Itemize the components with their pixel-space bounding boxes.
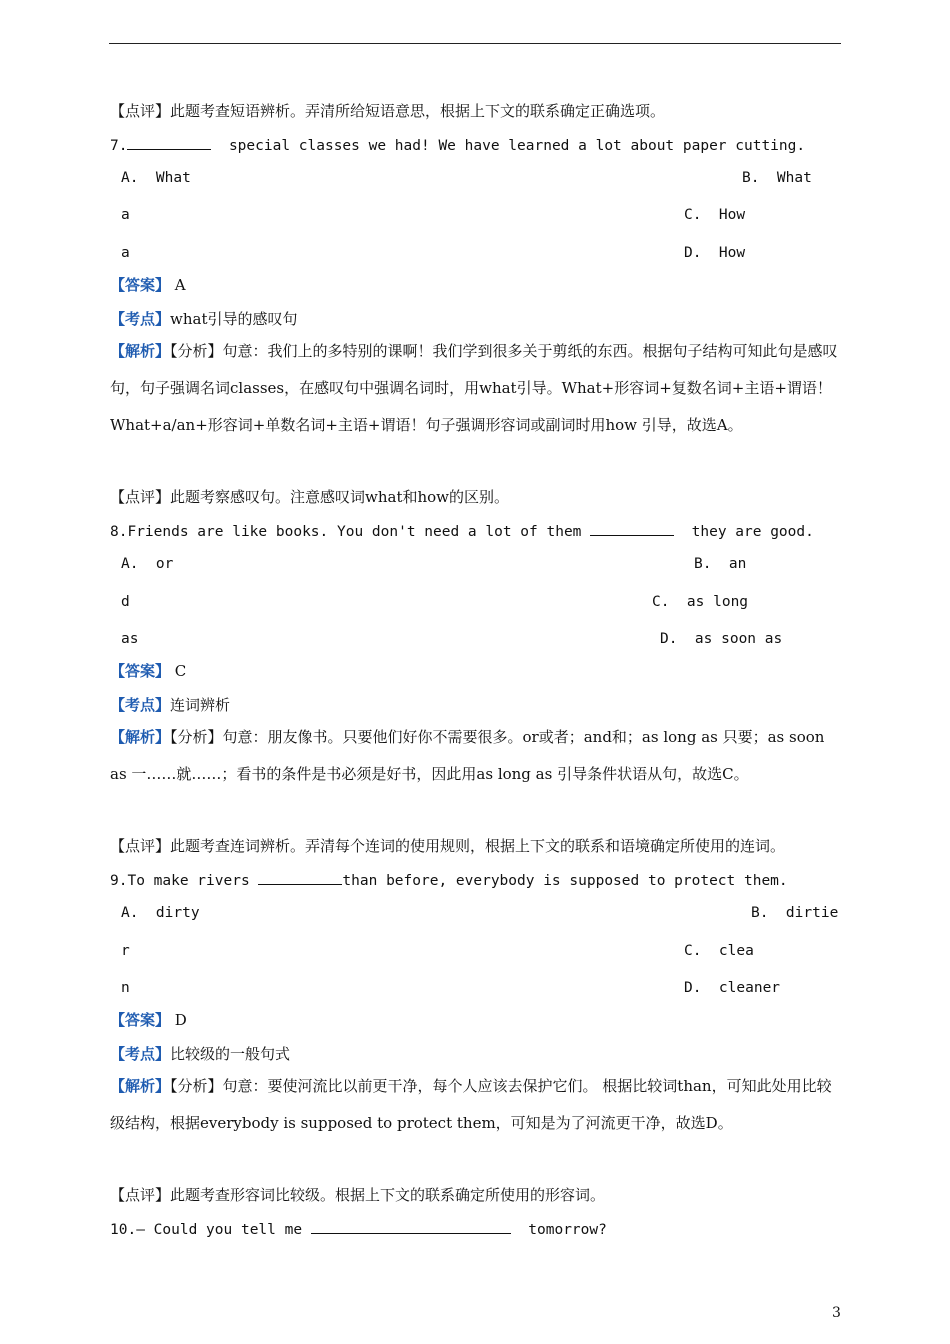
q8-option-b-wrap: d [121, 594, 130, 610]
q9-topic: 【考点】比较级的一般句式 [110, 1045, 291, 1063]
question-10: 10.— Could you tell me tomorrow? [110, 1219, 607, 1240]
q9-analysis: 【解析】【分析】句意：要使河流比以前更干净，每个人应该去保护它们。 根据比较词than，可知此处用比较级结构，根据everybody is supposed to protect them，可知是为了河流更干净，故选D。 [110, 1077, 832, 1132]
header-rule [109, 43, 841, 44]
q9-option-b-wrap: r [121, 943, 130, 959]
q7-comment: 【点评】此题考察感叹句。注意感叹词what和how的区别。 [110, 488, 510, 506]
q7-option-b-wrap: a [121, 207, 130, 223]
question-9: 9.To make rivers than before, everybody is supposed to protect them. [110, 870, 788, 891]
q8-option-b: B. an [694, 556, 747, 572]
q7-option-b: B. What [742, 170, 812, 186]
q9-option-b: B. dirtie [751, 905, 839, 921]
q7-answer: 【答案】 A [110, 276, 186, 294]
q8-topic: 【考点】连词辨析 [110, 696, 231, 714]
comment-q6: 【点评】此题考查短语辨析。弄清所给短语意思，根据上下文的联系确定正确选项。 [110, 102, 666, 120]
q7-topic: 【考点】what引导的感叹句 [110, 310, 298, 328]
q8-option-a: A. or [121, 556, 174, 572]
answer-blank [258, 870, 342, 885]
q7-analysis: 【解析】【分析】句意：我们上的多特别的课啊！我们学到很多关于剪纸的东西。根据句子结构可知此句是感叹句，句子强调名词classes，在感叹句中强调名词时，用what引导。What+形容词+复数名词+主语+谓语！What+a/an+形容词+单数名词+主语+谓语！句子强调形容词或副词时用how 引导，故选A。 [110, 342, 838, 434]
q8-answer: 【答案】 C [110, 662, 187, 680]
q7-option-a: A. What [121, 170, 191, 186]
q9-comment: 【点评】此题考查形容词比较级。根据上下文的联系确定所使用的形容词。 [110, 1186, 606, 1204]
q7-option-c-wrap: a [121, 245, 130, 261]
q7-option-c: C. How [684, 207, 746, 223]
q7-option-d: D. How [684, 245, 746, 261]
q8-comment: 【点评】此题考查连词辨析。弄清每个连词的使用规则，根据上下文的联系和语境确定所使用的连词。 [110, 837, 786, 855]
answer-blank [311, 1219, 511, 1234]
q9-option-d: D. cleaner [684, 980, 781, 996]
question-8: 8.Friends are like books. You don't need a lot of them they are good. [110, 521, 814, 542]
q8-option-c-wrap: as [121, 631, 139, 647]
q8-option-c: C. as long [652, 594, 749, 610]
question-7: 7. special classes we had! We have learned a lot about paper cutting. [110, 135, 805, 156]
page-number: 3 [832, 1305, 841, 1321]
q8-option-d: D. as soon as [660, 631, 783, 647]
answer-blank [590, 521, 674, 536]
q9-option-c-wrap: n [121, 980, 130, 996]
q9-answer: 【答案】 D [110, 1011, 187, 1029]
q8-analysis: 【解析】【分析】句意：朋友像书。只要他们好你不需要很多。or或者；and和；as long as 只要；as soon as 一……就……；看书的条件是书必须是好书，因此用as long as 引导条件状语从句，故选C。 [110, 728, 825, 783]
q9-option-c: C. clea [684, 943, 754, 959]
answer-blank [127, 135, 211, 150]
q9-option-a: A. dirty [121, 905, 200, 921]
